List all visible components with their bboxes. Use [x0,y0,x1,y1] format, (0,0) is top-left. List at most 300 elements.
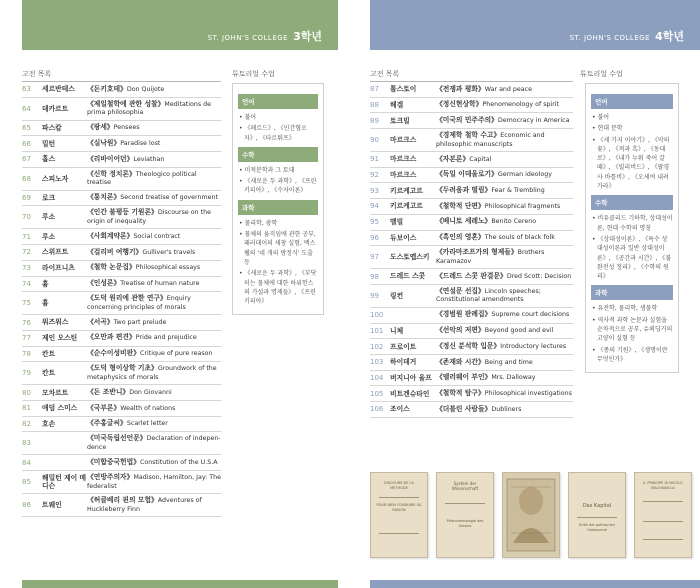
college-name: ST. JOHN'S COLLEGE [207,34,289,42]
tutorial-section-heading: 수학 [591,195,673,210]
item-title [436,131,573,149]
item-title-korean: 《도덕 형이상학 기초》 [87,364,158,373]
grade-label: 4학년 [655,30,684,43]
item-author: 밀턴 [42,139,56,148]
tutorial-item: • 비유클리드 기하학, 상대성이론, 현대 수학의 명칭 [591,214,673,233]
item-title-original: Capital [469,155,492,163]
item-number: 106 [370,405,384,414]
item-number: 86 [22,501,31,509]
item-title-original: Adventures of Huckleberry Finn [87,497,202,513]
tutorial-item: • 현대 문학 [591,124,673,133]
item-number: 77 [22,334,31,343]
list-item [370,308,573,324]
item-number: 79 [22,369,31,378]
item-title [436,342,573,352]
book-cover-image [634,472,692,558]
item-title-original: Phenomenology of spirit [482,101,560,109]
list-item [370,324,573,340]
item-number: 90 [370,136,379,145]
item-title-original: Wealth of nations [120,404,176,412]
item-title [436,233,573,243]
list-item [370,199,573,215]
item-author: 헤겔 [390,100,404,109]
item-title-korean: 《자본론》 [436,154,470,163]
list-item [22,168,221,191]
item-title [87,170,221,188]
item-title [436,310,573,320]
item-title [436,202,573,212]
item-title-korean: 《실낙원》 [87,138,121,147]
tutorial-item: • 《세 가지 이야기》, 《악의 꽃》, 《적과 흑》, 《동대로》, 《내가 누워 죽어 갈 때》, 《빌리버드》, 《팔경사 바틀비》, 《오세여 내려가라》 [591,136,673,192]
list-item [370,113,573,129]
item-title-original: Mrs. Dalloway [491,374,536,382]
book-cover-image [370,472,428,558]
item-author: 멜빌 [390,218,404,227]
tutorial-item: • 《새로운 두 과학》, 《프린키피아》, 《수자이론》 [238,177,318,196]
item-title [87,496,221,514]
item-title [87,333,221,343]
item-title [87,349,221,359]
item-title-original: Don Quijote [126,85,165,93]
item-title-original: Benito Cereno [491,218,537,226]
item-title [87,458,221,468]
item-title-korean: 《철학적 탐구》 [436,388,485,397]
item-author: 키르케고르 [390,186,423,195]
item-title-korean: 《철학 논문집》 [87,263,136,272]
book-cover-title: Das Kapital [582,503,612,509]
item-title-original: The souls of black folk [484,234,555,242]
list-item [370,82,573,98]
footer-bar [370,580,700,588]
item-number: 67 [22,155,31,164]
item-number: 99 [370,291,379,300]
item-title-korean: 《통치론》 [87,193,121,202]
tutorial-box [232,83,324,315]
item-author: 링컨 [390,291,404,300]
item-title-korean: 《사회계약론》 [87,232,134,241]
list-item [22,206,221,229]
tutorial-item: • 《상대성이론》, 《특수 상대성이론과 일반 상대성이론》, 《공간과 시간》, 《불완전성 정리》, 《수학의 원리》 [591,235,673,281]
item-title-korean: 《델러웨이 부인》 [436,373,492,382]
list-item [370,269,573,285]
item-number: 100 [370,311,384,320]
book-cover-title: DISCOURS DE LA METHODE [384,481,414,490]
item-number: 93 [370,186,379,195]
item-author: 니체 [390,326,404,335]
tutorial-item: • 《종의 기원》, 《생명이란 무엇인가》 [591,346,673,365]
item-title-original: Paradise lost [120,139,161,147]
item-title [87,388,221,398]
item-title-korean: 《철학적 단편》 [436,201,485,210]
item-title-korean: 《경범원 판례집》 [436,310,492,319]
item-number: 84 [22,458,31,467]
item-title-original: Dubliners [491,405,522,413]
list-item [370,339,573,355]
list-item [22,315,221,331]
list-item [370,231,573,247]
tutorial-section-heading: 언어 [238,94,318,109]
list-item [370,402,573,418]
page-header [22,0,338,50]
left-page [0,0,338,588]
item-title-original: Enquiry concerning principles of morals [87,295,191,311]
item-title [87,85,221,95]
item-title-korean: 《정신현상학》 [436,100,483,109]
tutorial-title: 튜토리얼 수업 [580,70,623,78]
item-number: 92 [370,171,379,180]
item-author: 톨스토이 [390,85,417,94]
item-title [87,139,221,149]
item-title-original: Theologico political treatise [87,170,197,187]
list-item [22,98,221,121]
item-number: 83 [22,439,31,448]
item-title-korean: 《연설문 선집》 [436,286,485,295]
list-item [370,98,573,114]
book-cover-image [436,472,494,558]
tutorial-section-heading: 수학 [238,147,318,162]
list-item [370,246,573,269]
item-title-korean: 《인간 불평등 기원론》 [87,208,158,217]
item-title [87,155,221,165]
item-title-korean: 《돈 조반니》 [87,387,130,396]
item-title-korean: 《전쟁과 평화》 [436,84,485,93]
book-cover-subtitle: POUR BIEN CONDUIRE SA RAISON [376,503,422,512]
item-number: 105 [370,389,384,398]
item-number: 71 [22,232,31,241]
list-item [22,229,221,245]
item-author: 마르크스 [390,135,417,144]
item-title [87,473,221,491]
item-title-korean: 《미합중국헌법》 [87,457,140,466]
item-title [436,85,573,95]
list-item [22,121,221,137]
item-title [87,248,221,258]
item-title-original: Philosophical essays [135,264,201,272]
tutorial-section-heading: 언어 [591,94,673,109]
item-title [436,389,573,399]
item-title-original: Beyond good and evil [484,327,554,335]
item-number: 80 [22,388,31,397]
item-number: 63 [22,85,31,94]
book-cover-subtitle: Kritik der politischen Oekonomie [578,523,616,532]
item-number: 102 [370,342,384,351]
list-item [22,261,221,277]
item-author: 드레드 스콧 [390,272,426,281]
item-author: 흄 [42,279,49,288]
item-author: 스위프트 [42,248,69,257]
item-title-original: Critique of pure reason [140,350,213,358]
right-page [356,0,700,588]
item-title-original: Social contract [133,233,181,241]
cover-rule [643,521,683,522]
item-title-original: Two part prelude [113,318,167,326]
item-author: 제인 오스틴 [42,334,78,343]
item-title-original: Madison, Hamilton, Jay: The federalist [87,474,221,490]
cover-rule [445,503,485,504]
item-title-original: Don Giovanni [129,388,172,396]
item-title-korean: 《경제학 철학 수고》 [436,131,501,140]
item-number: 95 [370,218,379,227]
item-number: 66 [22,139,31,148]
item-title-original: Scarlet letter [126,420,168,428]
item-author: 하이데거 [390,358,417,367]
item-title-korean: 《선악의 저편》 [436,326,485,335]
classics-list-title: 고전 목록 [22,70,52,78]
item-author: 칸트 [42,349,56,358]
item-title [87,279,221,289]
item-number: 94 [370,202,379,211]
book-cover-title: IL PRINCIPE DI NICOLO MACHIAVELLI [643,481,683,490]
item-title-korean: 《인성론》 [87,279,121,288]
item-title-korean: 《서곡》 [87,317,114,326]
list-item [22,152,221,168]
item-title-korean: 《오만과 편견》 [87,333,136,342]
list-item [22,432,221,455]
item-title-korean: 《신학 정치론》 [87,169,136,178]
list-item [370,285,573,308]
list-item [22,385,221,401]
item-title [436,287,573,305]
item-author: 마르크스 [390,171,417,180]
list-item [370,129,573,152]
item-number: 91 [370,155,379,164]
book-cover-image [502,472,560,558]
item-number: 87 [370,85,379,94]
item-author: 마르크스 [390,155,417,164]
footer-bar [22,580,338,588]
list-item [22,277,221,293]
item-author: 워즈워스 [42,318,69,327]
item-number: 97 [370,253,379,262]
item-title-korean: 《독일 이데올로기》 [436,170,498,179]
item-author: 파스칼 [42,123,62,132]
item-title-korean: 《도덕 원리에 관한 연구》 [87,294,167,303]
list-item [22,362,221,385]
item-number: 82 [22,419,31,428]
item-number: 69 [22,194,31,203]
item-author: 토크빌 [390,116,410,125]
item-title-original: Philosophical fragments [484,202,561,210]
grade-label: 3학년 [293,30,322,43]
cover-rule [643,539,683,540]
book-cover-strip [370,468,692,558]
item-title-original: Discourse on the origin of inequality [87,209,211,225]
item-title [87,208,221,226]
item-number: 70 [22,213,31,222]
item-title-original: Groundwork of the metaphysics of morals [87,365,217,381]
tutorial-item: • 《새로운 두 과학》, 《부닷히는 물체에 대한 하위헌스의 가설과 명제들》, 《프린키피아》 [238,269,318,306]
tutorial-item: • 물체의 움직임에 관한 공부, 패러데이의 새창 실험, 맥스웰의 '네 개의 방정식' 도출 등 [238,230,318,267]
tutorial-item: • 역사적 과학 논문과 실험을 순차적으로 공부, 슈뢰딩거의 고양이 실험 등 [591,316,673,344]
item-title-korean: 《두려움과 떨림》 [436,186,492,195]
cover-rule [577,517,617,518]
item-title-korean: 《돈키호테》 [87,84,127,93]
item-title [436,170,573,180]
item-title [436,100,573,110]
item-title [436,155,573,165]
item-title [87,100,221,118]
item-author: 모차르트 [42,388,69,397]
item-title-korean: 《주홍글씨》 [87,419,127,428]
item-author: 도스토옙스키 [390,253,430,262]
item-number: 85 [22,478,31,486]
item-title [436,373,573,383]
item-title [87,419,221,429]
tutorial-item: • 불어 [238,113,318,122]
item-author: 스피노자 [42,174,69,183]
item-author: 홉스 [42,155,56,164]
item-title-korean: 《흑인의 영혼》 [436,233,485,242]
engraving-illustration [503,473,559,557]
list-item [370,355,573,371]
item-title [87,294,221,312]
item-author: 조이스 [390,405,410,414]
book-cover-title: System der Wissenschaft [451,481,479,492]
item-number: 75 [22,299,31,308]
item-number: 73 [22,264,31,273]
tutorial-box [585,83,679,373]
list-item [22,292,221,315]
item-title-original: Gulliver's travels [142,248,196,256]
item-title-korean: 《걸리버 여행기》 [87,247,143,256]
item-author: 루소 [42,232,56,241]
list-item [22,136,221,152]
item-author: 흄 [42,299,49,308]
item-author: 키르케고르 [390,202,423,211]
item-title-original: Pride and prejudice [135,334,197,342]
item-author: 라이프니츠 [42,264,75,273]
item-title-korean: 《제일철학에 관한 성찰》 [87,99,165,108]
item-title-original: Pensees [113,124,140,132]
item-title-korean: 《팡세》 [87,123,114,132]
item-title [87,123,221,133]
item-title [436,186,573,196]
item-title-original: Supreme court decisions [491,311,570,319]
item-title-original: Lincoln speeches; Constitutional amendments [436,287,541,304]
item-number: 96 [370,233,379,242]
item-author: 버지니아 울프 [390,373,432,382]
item-title-korean: 《국부론》 [87,403,121,412]
tutorial-item: • 미적분학과 그 토대 [238,166,318,175]
list-item [22,471,221,494]
tutorial-item: • 불어 [591,113,673,122]
item-title-original: Dred Scott: Decision [506,272,572,280]
item-title-original: Democracy in America [497,116,570,124]
item-number: 76 [22,318,31,327]
cover-rule [379,497,419,498]
item-title-original: Fear & Trembling [491,187,545,195]
item-title-original: Brothers Karamazov [436,249,545,265]
item-title-original: Introductory lectures [500,342,567,350]
item-title-original: Being and time [484,358,533,366]
item-title-original: Treatise of human nature [120,280,200,288]
tutorial-title: 튜토리얼 수업 [232,70,275,78]
classics-list [370,82,573,418]
list-item [22,417,221,433]
list-item [22,245,221,261]
list-item [22,191,221,207]
item-title [436,248,573,266]
college-name: ST. JOHN'S COLLEGE [569,34,651,42]
item-author: 호손 [42,419,56,428]
item-author: 루소 [42,213,56,222]
item-title-korean: 《존재와 시간》 [436,357,485,366]
list-item [22,494,221,517]
item-author: 세르반테스 [42,85,75,94]
item-title-korean: 《연방주의자》 [87,473,134,481]
item-title [436,272,573,282]
item-title-korean: 《허클베리 핀의 모험》 [87,496,158,504]
item-title [436,405,573,415]
item-title [87,232,221,242]
item-author: 로크 [42,194,56,203]
item-title-original: Leviathan [133,155,165,163]
item-title [87,404,221,414]
item-number: 98 [370,272,379,281]
item-title [87,364,221,382]
classics-list-title: 고전 목록 [370,70,400,78]
item-title-original: Economic and philosophic manuscripts [436,132,545,148]
page-header [370,0,700,50]
item-title-original: Meditations de prima philosophia [87,100,212,117]
list-item [22,401,221,417]
item-title-original: Constitution of the U.S.A [140,458,218,466]
tutorial-section-heading: 과학 [591,285,673,300]
item-number: 74 [22,279,31,288]
item-title-korean: 《베니토 세레노》 [436,217,492,226]
item-author: 비트겐슈타인 [390,389,430,398]
item-title-original: German ideology [497,171,552,179]
classics-list [22,82,221,517]
list-item [22,347,221,363]
item-number: 64 [22,104,31,113]
item-title [436,116,573,126]
item-title-original: Second treatise of government [120,194,218,202]
item-title-korean: 《더블린 사람들》 [436,404,492,413]
list-item [370,386,573,402]
list-item [370,152,573,168]
list-item [370,215,573,231]
item-author: 애덤 스미스 [42,404,78,413]
tutorial-item: • 유전학, 물리학, 생물학 [591,304,673,313]
list-item [370,183,573,199]
item-title [87,434,221,452]
item-title-original: War and peace [484,85,532,93]
list-item [370,371,573,387]
item-title-korean: 《미국독립선언문》 [87,434,147,443]
book-cover-subtitle: Phänomenologie des Geistes [446,519,484,528]
cover-rule [379,533,419,534]
tutorial-item: • 물리학, 광학 [238,219,318,228]
item-number: 103 [370,358,384,367]
item-author: 트웨인 [42,500,62,509]
item-title-korean: 《드레드 스콧 판결문》 [436,271,507,280]
item-title-korean: 《정신 분석학 입문》 [436,341,501,350]
item-number: 81 [22,404,31,413]
tutorial-section-heading: 과학 [238,200,318,215]
item-number: 101 [370,326,384,335]
item-title [87,193,221,203]
item-number: 68 [22,174,31,183]
item-title [87,318,221,328]
item-title-original: Declaration of indepen-dence [87,435,221,451]
item-author: 데카르트 [42,104,69,113]
item-title-original: Philosophical investigations [484,389,572,397]
item-author: 칸트 [42,369,56,378]
list-item [370,168,573,184]
item-title-korean: 《카라마조프가의 형제들》 [436,248,518,257]
item-number: 89 [370,116,379,125]
